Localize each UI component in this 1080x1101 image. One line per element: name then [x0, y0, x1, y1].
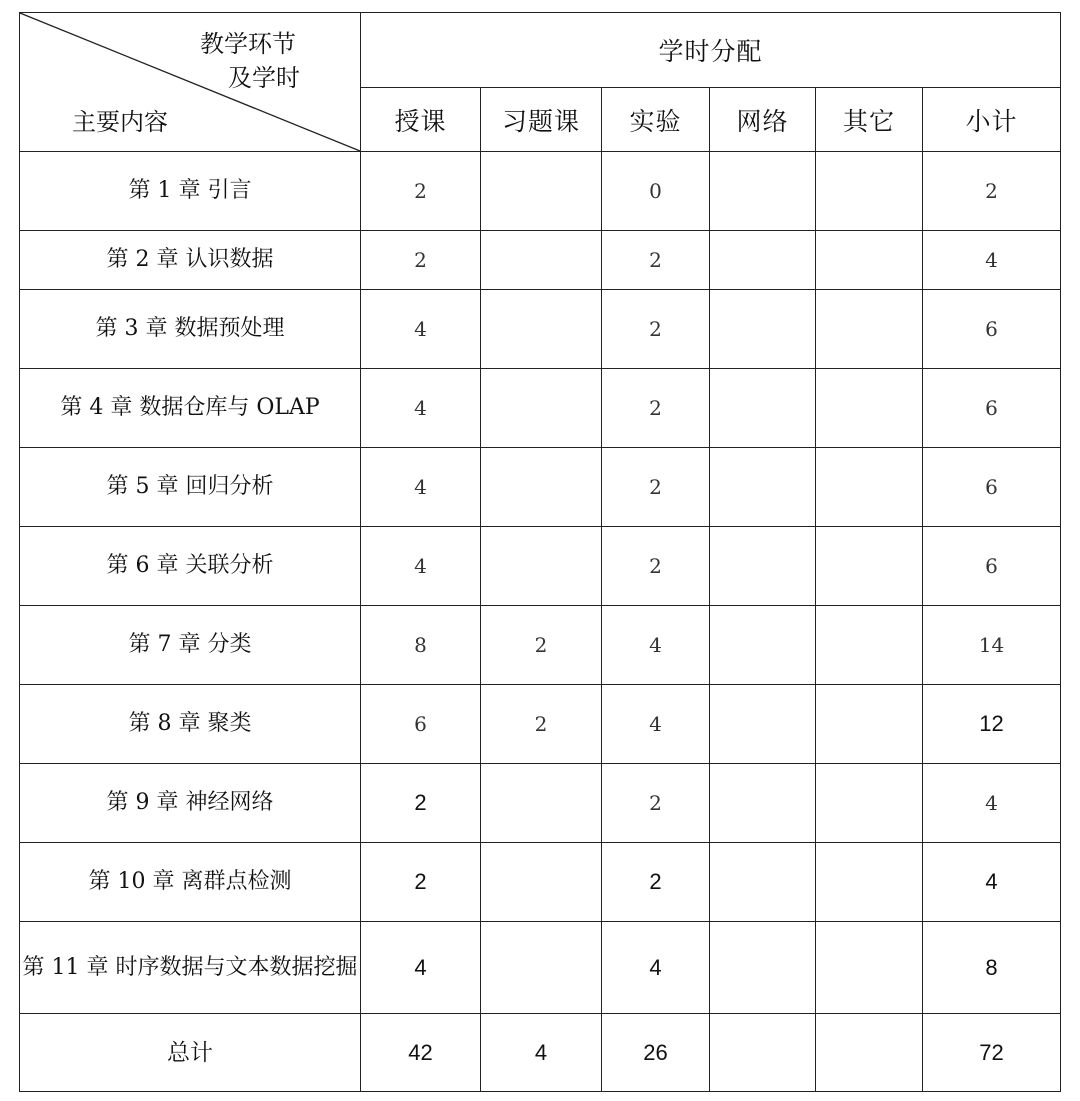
subtotal-cell: 4 — [923, 764, 1061, 843]
network-cell — [710, 231, 816, 290]
total-lab-cell: 26 — [602, 1014, 710, 1092]
lecture-cell: 4 — [361, 922, 481, 1014]
chapter-cell: 第 9 章 神经网络 — [20, 764, 361, 843]
other-cell — [816, 764, 923, 843]
table-row — [20, 290, 1061, 369]
exercise-cell — [481, 152, 602, 231]
chapter-cell: 第 4 章 数据仓库与 OLAP — [20, 369, 361, 448]
subtotal-cell: 14 — [923, 606, 1061, 685]
column-header-lab: 实验 — [602, 88, 710, 152]
total-other-cell — [816, 1014, 923, 1092]
lab-cell: 2 — [602, 527, 710, 606]
exercise-cell — [481, 843, 602, 922]
chapter-cell: 第 7 章 分类 — [20, 606, 361, 685]
lab-cell: 2 — [602, 369, 710, 448]
lab-cell: 2 — [602, 448, 710, 527]
other-cell — [816, 448, 923, 527]
lecture-cell: 2 — [361, 843, 481, 922]
lecture-cell: 4 — [361, 369, 481, 448]
corner-bottom-label: 主要内容 — [72, 108, 168, 136]
chapter-cell: 第 2 章 认识数据 — [20, 231, 361, 290]
lecture-cell: 4 — [361, 527, 481, 606]
network-cell — [710, 448, 816, 527]
total-label: 总计 — [20, 1014, 361, 1092]
subtotal-cell: 4 — [923, 231, 1061, 290]
network-cell — [710, 369, 816, 448]
other-cell — [816, 369, 923, 448]
network-cell — [710, 764, 816, 843]
chapter-cell: 第 5 章 回归分析 — [20, 448, 361, 527]
other-cell — [816, 922, 923, 1014]
network-cell — [710, 152, 816, 231]
diagonal-header-cell — [20, 13, 361, 152]
subtotal-cell: 12 — [923, 685, 1061, 764]
other-cell — [816, 152, 923, 231]
network-cell — [710, 527, 816, 606]
exercise-cell — [481, 764, 602, 843]
table-row — [20, 231, 1061, 290]
group-header-hours-allocation: 学时分配 — [361, 13, 1061, 88]
table-row — [20, 606, 1061, 685]
column-header-network: 网络 — [710, 88, 816, 152]
lab-cell: 2 — [602, 290, 710, 369]
lab-cell: 0 — [602, 152, 710, 231]
column-header-lecture: 授课 — [361, 88, 481, 152]
subtotal-cell: 2 — [923, 152, 1061, 231]
table-row — [20, 369, 1061, 448]
exercise-cell — [481, 231, 602, 290]
exercise-cell: 2 — [481, 685, 602, 764]
total-exercise-cell: 4 — [481, 1014, 602, 1092]
column-header-exercise: 习题课 — [481, 88, 602, 152]
chapter-cell: 第 8 章 聚类 — [20, 685, 361, 764]
chapter-cell: 第 3 章 数据预处理 — [20, 290, 361, 369]
other-cell — [816, 606, 923, 685]
subtotal-cell: 6 — [923, 369, 1061, 448]
lab-cell: 4 — [602, 922, 710, 1014]
lab-cell: 2 — [602, 231, 710, 290]
network-cell — [710, 922, 816, 1014]
other-cell — [816, 231, 923, 290]
table-row — [20, 448, 1061, 527]
header-row-top — [20, 13, 1061, 88]
subtotal-cell: 6 — [923, 290, 1061, 369]
network-cell — [710, 290, 816, 369]
lecture-cell: 8 — [361, 606, 481, 685]
subtotal-cell: 6 — [923, 527, 1061, 606]
lab-cell: 4 — [602, 606, 710, 685]
corner-top-line2: 及学时 — [228, 64, 300, 92]
total-lecture-cell: 42 — [361, 1014, 481, 1092]
lecture-cell: 2 — [361, 231, 481, 290]
column-header-other: 其它 — [816, 88, 923, 152]
exercise-cell — [481, 290, 602, 369]
corner-top-label — [200, 27, 300, 95]
other-cell — [816, 843, 923, 922]
course-hours-table — [19, 12, 1061, 1092]
lab-cell: 4 — [602, 685, 710, 764]
diagonal-divider — [20, 13, 360, 151]
table-row — [20, 685, 1061, 764]
table-row — [20, 843, 1061, 922]
lab-cell: 2 — [602, 843, 710, 922]
other-cell — [816, 527, 923, 606]
table-row — [20, 922, 1061, 1014]
lecture-cell: 4 — [361, 290, 481, 369]
subtotal-cell: 8 — [923, 922, 1061, 1014]
other-cell — [816, 685, 923, 764]
table-row — [20, 764, 1061, 843]
lecture-cell: 4 — [361, 448, 481, 527]
chapter-cell: 第 10 章 离群点检测 — [20, 843, 361, 922]
chapter-cell: 第 11 章 时序数据与文本数据挖掘 — [20, 922, 361, 1014]
lecture-cell: 2 — [361, 152, 481, 231]
lecture-cell: 2 — [361, 764, 481, 843]
total-network-cell — [710, 1014, 816, 1092]
chapter-cell: 第 6 章 关联分析 — [20, 527, 361, 606]
exercise-cell — [481, 922, 602, 1014]
chapter-cell: 第 1 章 引言 — [20, 152, 361, 231]
table-row — [20, 152, 1061, 231]
subtotal-cell: 6 — [923, 448, 1061, 527]
total-row — [20, 1014, 1061, 1092]
exercise-cell: 2 — [481, 606, 602, 685]
column-header-subtotal: 小计 — [923, 88, 1061, 152]
other-cell — [816, 290, 923, 369]
subtotal-cell: 4 — [923, 843, 1061, 922]
total-subtotal-cell: 72 — [923, 1014, 1061, 1092]
exercise-cell — [481, 527, 602, 606]
exercise-cell — [481, 369, 602, 448]
lab-cell: 2 — [602, 764, 710, 843]
network-cell — [710, 606, 816, 685]
corner-top-line1: 教学环节 — [200, 30, 296, 58]
exercise-cell — [481, 448, 602, 527]
network-cell — [710, 843, 816, 922]
network-cell — [710, 685, 816, 764]
lecture-cell: 6 — [361, 685, 481, 764]
table-row — [20, 527, 1061, 606]
